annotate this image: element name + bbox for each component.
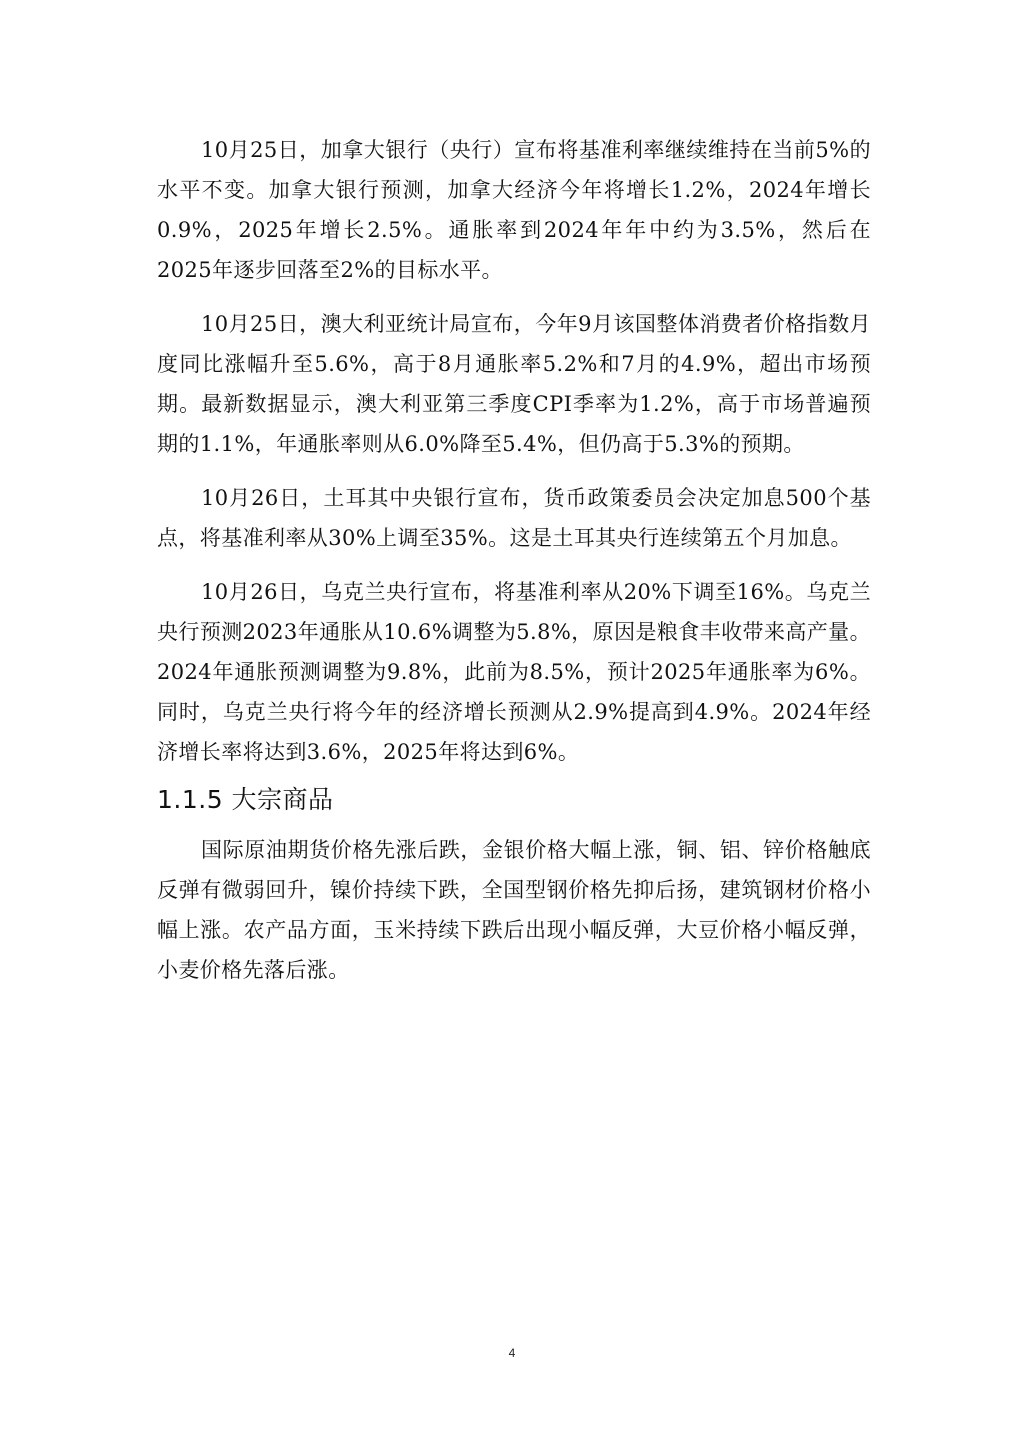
paragraph-bank-of-canada: 10月25日，加拿大银行（央行）宣布将基准利率继续维持在当前5%的水平不变。加拿大银行预测，加拿大经济今年将增长1.2%，2024年增长0.9%，2025年增长2.5%。通胀率到2024年年中约为3.5%，然后在2025年逐步回落至2%的目标水平。 [157,138,871,282]
paragraph-australia-cpi: 10月25日，澳大利亚统计局宣布，今年9月该国整体消费者价格指数月度同比涨幅升至5.6%，高于8月通胀率5.2%和7月的4.9%，超出市场预期。最新数据显示，澳大利亚第三季度CPI季率为1.2%，高于市场普遍预期的1.1%，年通胀率则从6.0%降至5.4%，但仍高于5.3%的预期。 [157,312,871,456]
paragraph-ukraine-rate-cut: 10月26日，乌克兰央行宣布，将基准利率从20%下调至16%。乌克兰央行预测2023年通胀从10.6%调整为5.8%，原因是粮食丰收带来高产量。2024年通胀预测调整为9.8%，此前为8.5%，预计2025年通胀率为6%。同时，乌克兰央行将今年的经济增长预测从2.9%提高到4.9%。2024年经济增长率将达到3.6%，2025年将达到6%。 [157,580,871,764]
paragraph-turkey-rate-hike: 10月26日，土耳其中央银行宣布，货币政策委员会决定加息500个基点，将基准利率从30%上调至35%。这是土耳其央行连续第五个月加息。 [157,486,871,550]
section-heading-commodities: 1.1.5 大宗商品 [157,785,334,814]
paragraph-commodities: 国际原油期货价格先涨后跌，金银价格大幅上涨，铜、铝、锌价格触底反弹有微弱回升，镍价持续下跌，全国型钢价格先抑后扬，建筑钢材价格小幅上涨。农产品方面，玉米持续下跌后出现小幅反弹，大豆价格小幅反弹，小麦价格先落后涨。 [157,838,871,982]
document-body [157,130,871,990]
page-number: 4 [508,1346,516,1360]
